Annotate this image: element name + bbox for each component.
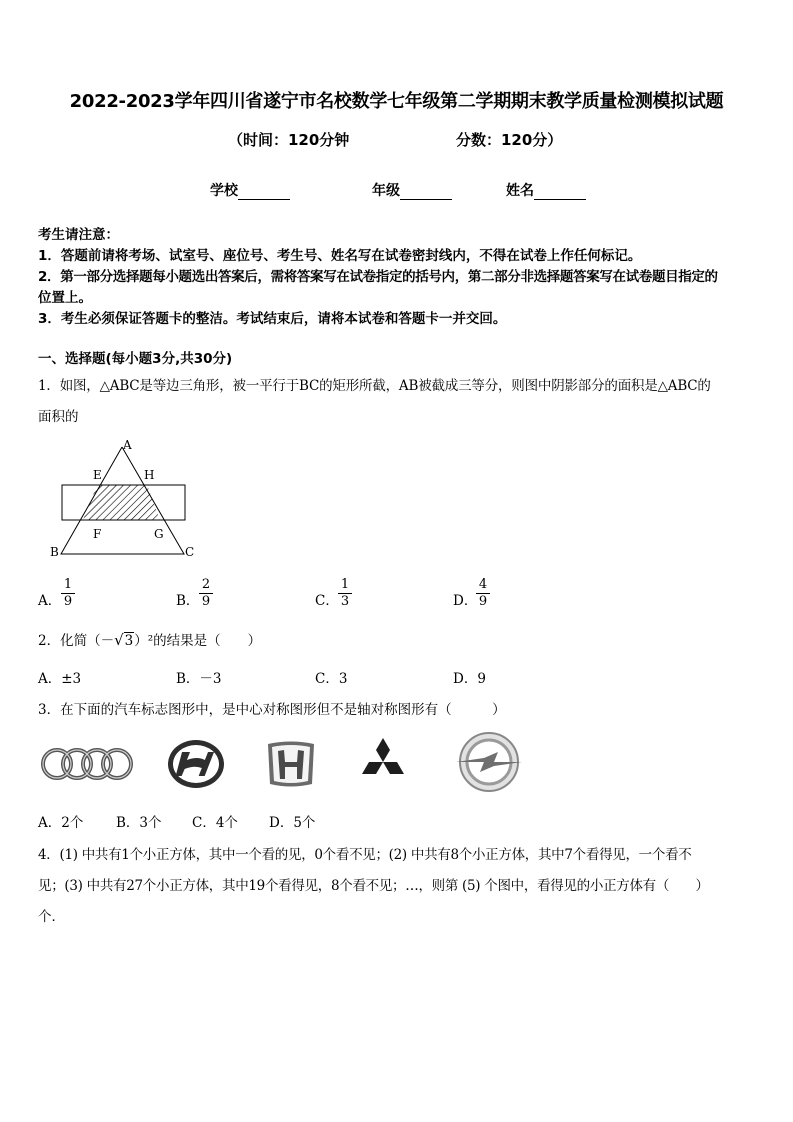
notice-line-2b: 位置上。 — [38, 290, 92, 306]
label-b: B — [50, 545, 59, 559]
notice-line-1: 1．答题前请将考场、试室号、座位号、考生号、姓名写在试卷密封线内，不得在试卷上作任何标记。 — [38, 248, 642, 264]
grade-label: 年级 — [372, 183, 400, 199]
q1-option-b-fraction: $\frac{2}{9}$ — [199, 577, 213, 610]
label-g: G — [154, 527, 164, 541]
label-e: E — [93, 468, 102, 482]
grade-field[interactable] — [372, 180, 452, 200]
label-h: H — [144, 468, 155, 482]
section-heading: 一、选择题(每小题3分,共30分) — [38, 351, 233, 367]
name-field[interactable] — [506, 180, 586, 200]
exam-score: 分数：120分） — [456, 131, 563, 149]
sqrt-icon: √ — [114, 631, 124, 649]
q1-option-a[interactable]: A． — [38, 593, 62, 609]
opel-logo-icon — [454, 730, 524, 794]
audi-logo-icon — [40, 740, 134, 788]
q3-option-d[interactable]: D．5个 — [269, 815, 316, 831]
q1-option-d-fraction: $\frac{4}{9}$ — [476, 577, 490, 610]
triangle-figure — [50, 438, 200, 560]
exam-title: 2022-2023学年四川省遂宁市名校数学七年级第二学期期末教学质量检测模拟试题 — [69, 91, 724, 112]
q4-text-line-3: 个． — [38, 909, 65, 925]
q2-text: 2．化简（－√3）²的结果是（ ） — [38, 631, 262, 649]
notice-line-2a: 2．第一部分选择题每小题选出答案后，需将答案写在试卷指定的括号内，第二部分非选择题答案写在试卷题目指定的 — [38, 269, 718, 285]
sqrt-radicand: 3 — [124, 633, 134, 649]
grade-blank[interactable] — [400, 185, 452, 200]
q3-text: 3．在下面的汽车标志图形中，是中心对称图形但不是轴对称图形有（ ） — [38, 702, 506, 718]
q1-option-b[interactable]: B． — [176, 593, 200, 609]
q2-option-d[interactable]: D．9 — [453, 671, 486, 687]
notice-line-3: 3．考生必须保证答题卡的整洁。考试结束后，请将本试卷和答题卡一并交回。 — [38, 311, 507, 327]
hyundai-logo-icon — [166, 738, 226, 790]
q3-option-c[interactable]: C．4个 — [192, 815, 238, 831]
q3-option-a[interactable]: A．2个 — [38, 815, 84, 831]
q1-text-line-1: 1．如图，△ABC是等边三角形，被一平行于BC的矩形所截，AB被截成三等分，则图中阴影部分的面积是△ABC的 — [38, 378, 711, 394]
q1-option-c[interactable]: C． — [315, 593, 339, 609]
q2-option-c[interactable]: C．3 — [315, 671, 348, 687]
shaded-trapezoid — [83, 485, 160, 520]
label-a: A — [123, 438, 132, 452]
honda-logo-icon — [264, 738, 318, 790]
school-label: 学校 — [210, 183, 238, 199]
q2-option-a[interactable]: A．±3 — [38, 671, 82, 687]
school-field[interactable] — [210, 180, 290, 200]
q1-option-c-fraction: $\frac{1}{3}$ — [338, 577, 352, 610]
label-f: F — [93, 527, 102, 541]
q3-option-b[interactable]: B．3个 — [116, 815, 162, 831]
q1-option-a-fraction: $\frac{1}{9}$ — [61, 577, 75, 610]
label-c: C — [185, 545, 195, 559]
q1-option-d[interactable]: D． — [453, 593, 478, 609]
q4-text-line-1: 4．(1) 中共有1个小正方体，其中一个看的见，0个看不见；(2) 中共有8个小正方体，其中7个看得见，一个看不 — [38, 847, 692, 863]
q2-option-b[interactable]: B．－3 — [176, 671, 222, 687]
mitsubishi-logo-icon — [354, 736, 412, 790]
notice-heading: 考生请注意： — [38, 227, 119, 243]
name-label: 姓名 — [506, 183, 534, 199]
name-blank[interactable] — [534, 185, 586, 200]
exam-time: （时间：120分钟 — [228, 131, 350, 149]
school-blank[interactable] — [238, 185, 290, 200]
q1-text-line-2: 面积的 — [38, 409, 79, 425]
q4-text-line-2: 见；(3) 中共有27个小正方体，其中19个看得见，8个看不见；…，则第 (5) 个图中，看得见的小正方体有（ ） — [38, 878, 709, 894]
